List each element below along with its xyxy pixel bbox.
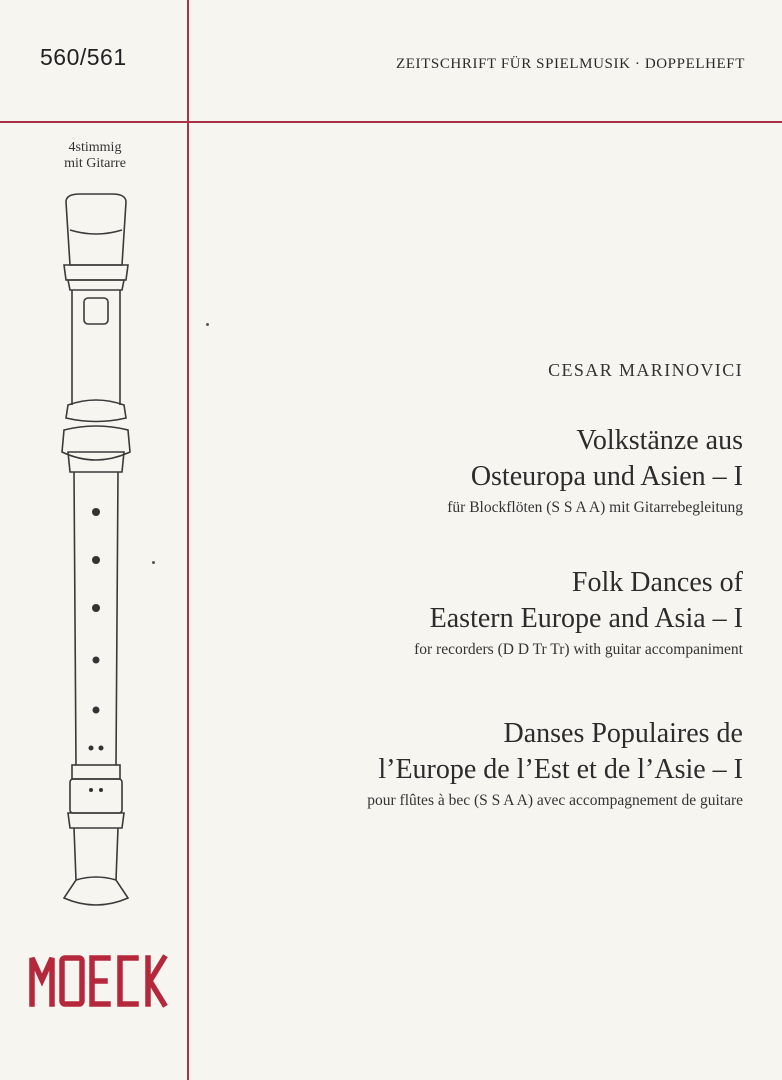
horizontal-rule xyxy=(0,121,782,123)
catalog-number: 560/561 xyxy=(40,44,127,70)
composer-name: CESAR MARINOVICI xyxy=(548,360,743,380)
title-french-line-1: Danses Populaires de xyxy=(503,718,743,749)
vertical-rule xyxy=(187,0,189,1080)
title-german-line-1: Volkstänze aus xyxy=(576,425,743,456)
title-block-english xyxy=(200,565,743,659)
publisher-logo xyxy=(28,950,168,1010)
title-block-french xyxy=(200,716,743,810)
title-german-line-2: Osteuropa und Asien – I xyxy=(470,461,743,492)
subtitle-french: pour flûtes à bec (S S A A) avec accompagnement de guitare xyxy=(367,792,743,809)
voicing-note xyxy=(40,140,150,172)
voicing-line-2: mit Gitarre xyxy=(64,156,126,171)
subtitle-german: für Blockflöten (S S A A) mit Gitarrebegleitung xyxy=(447,499,743,516)
title-french-line-2: l’Europe de l’Est et de l’Asie – I xyxy=(378,754,743,785)
voicing-line-1: 4stimmig xyxy=(68,140,122,155)
paper-speck xyxy=(152,561,155,564)
title-english-line-2: Eastern Europe and Asia – I xyxy=(429,603,743,634)
recorder-illustration xyxy=(56,190,136,915)
subtitle-english: for recorders (D D Tr Tr) with guitar accompaniment xyxy=(414,641,743,658)
title-block-german xyxy=(200,423,743,517)
paper-speck xyxy=(206,323,209,326)
series-title: ZEITSCHRIFT FÜR SPIELMUSIK · DOPPELHEFT xyxy=(396,56,745,72)
title-english-line-1: Folk Dances of xyxy=(571,567,743,598)
